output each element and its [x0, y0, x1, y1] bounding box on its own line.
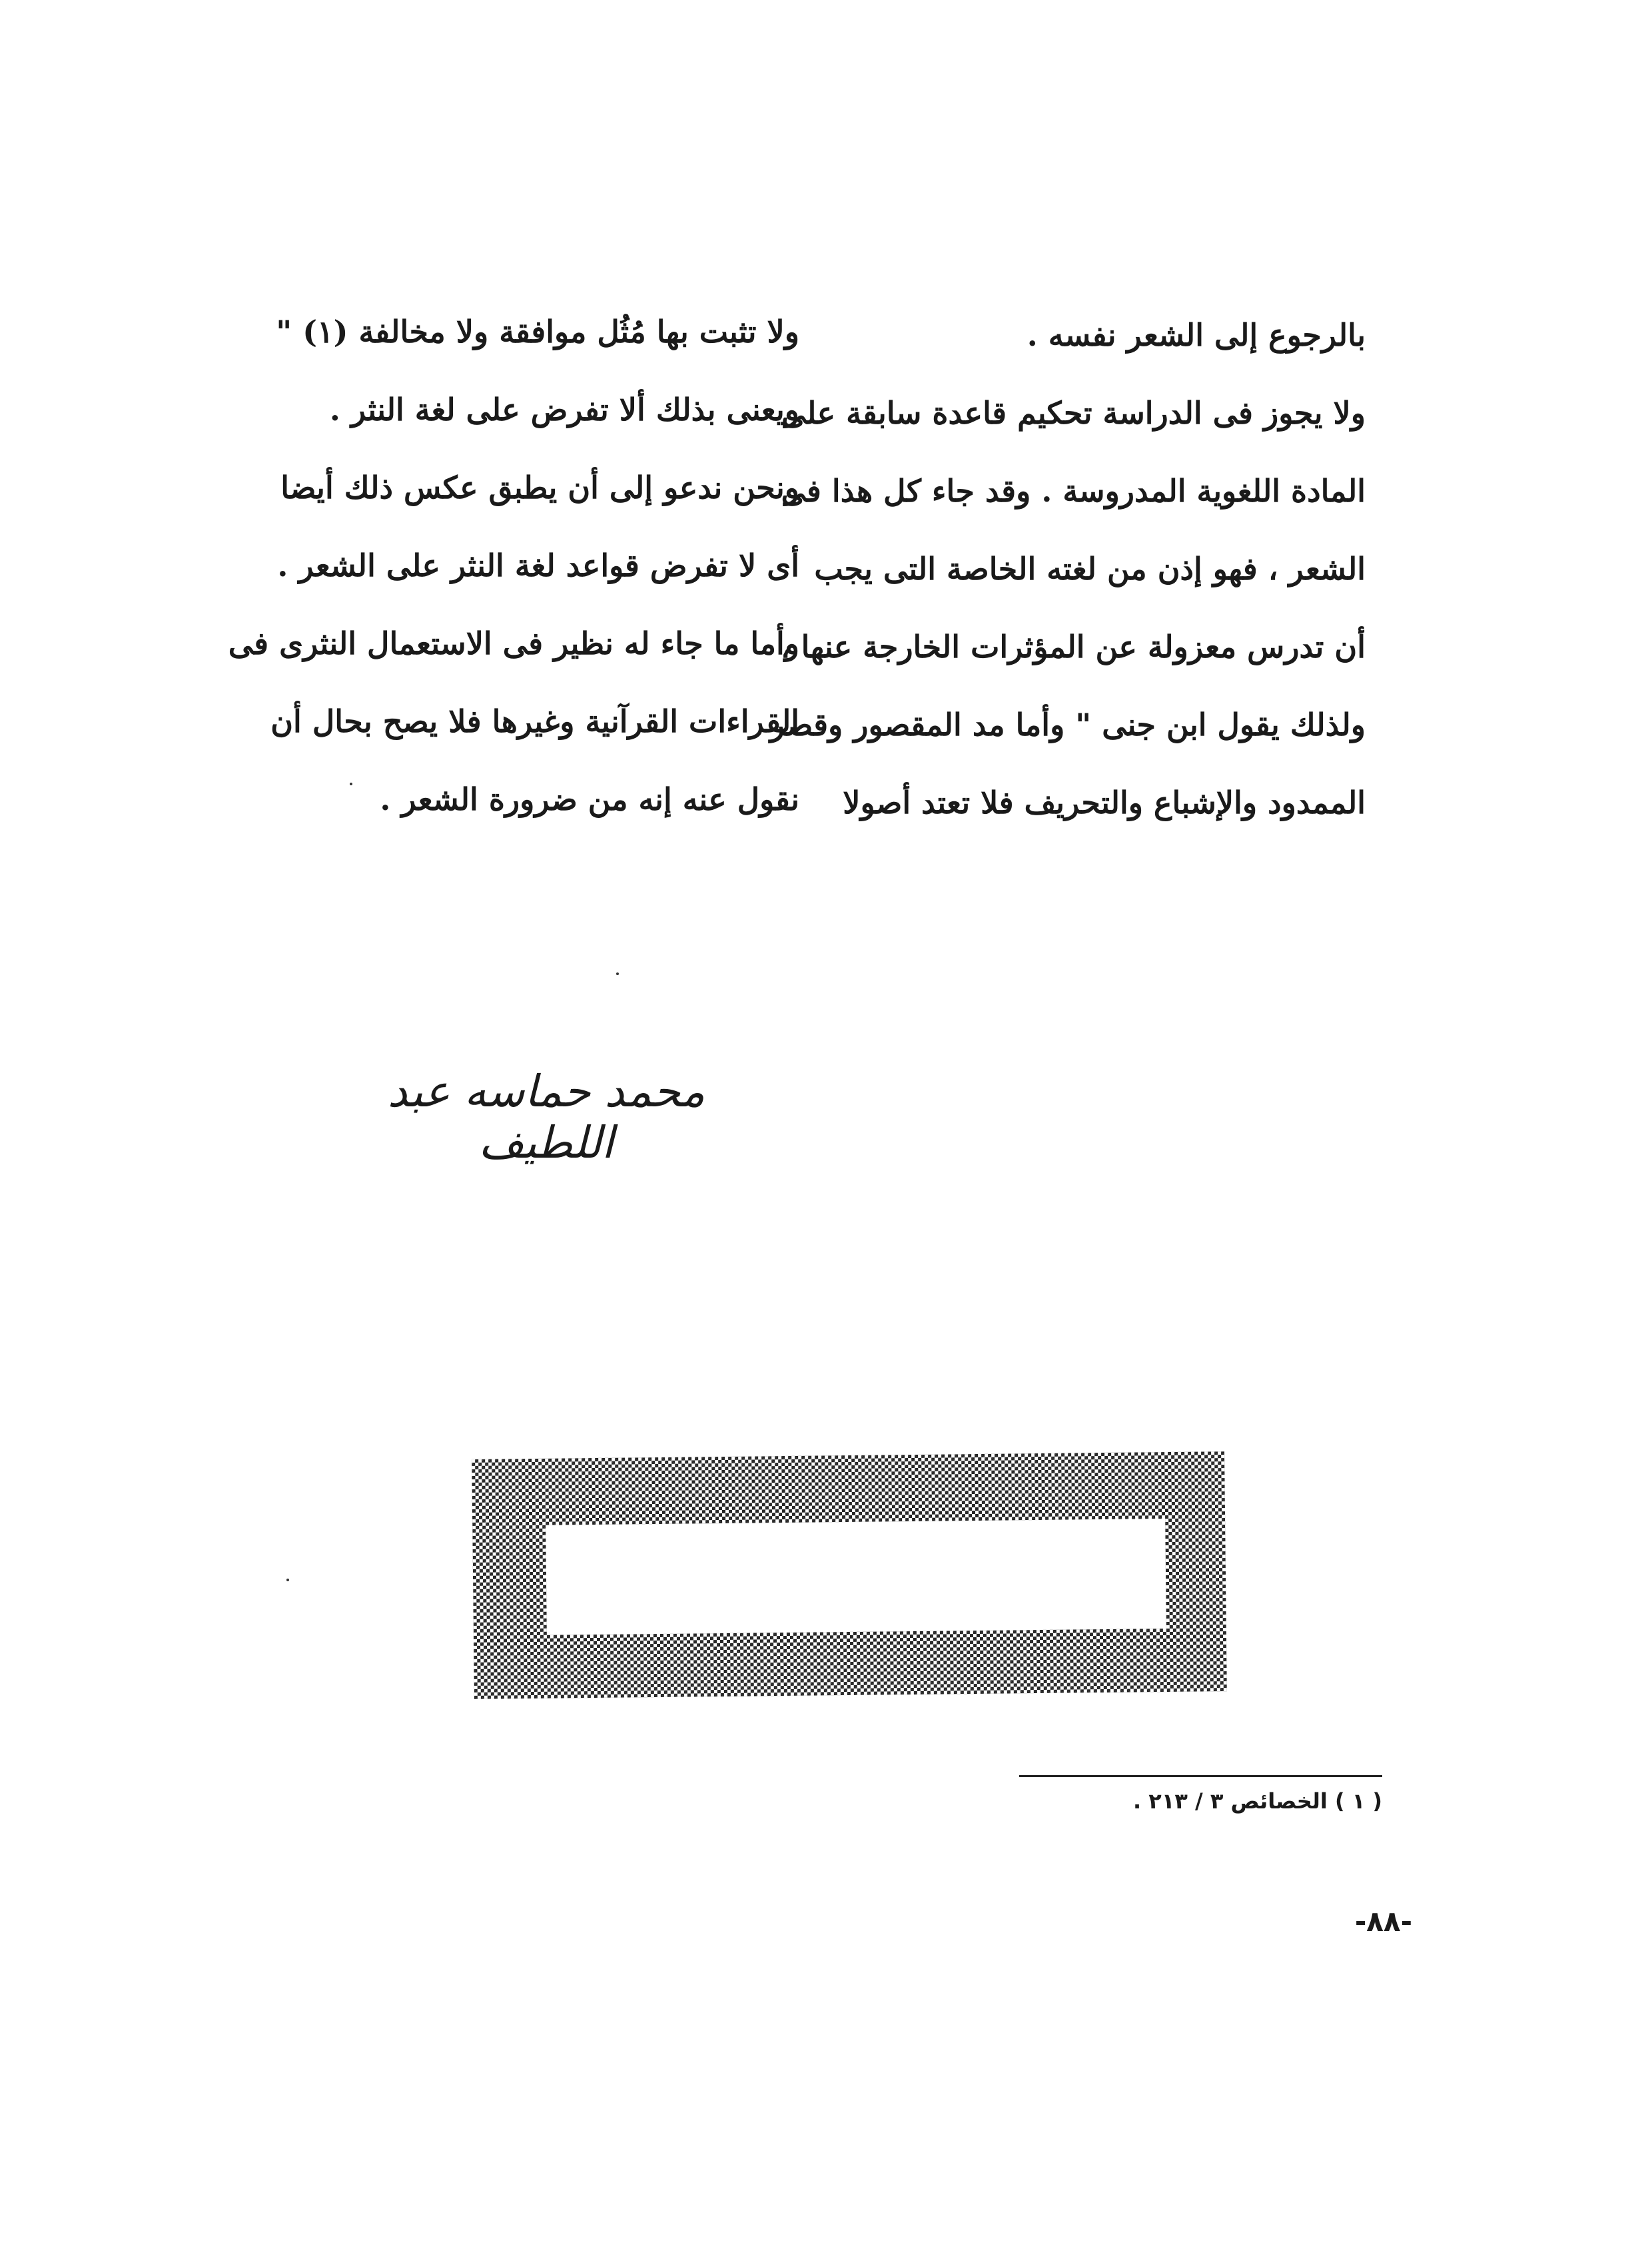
text-line: وأما ما جاء له نظير فى الاستعمال النثرى فى — [228, 625, 799, 661]
scan-speck — [616, 972, 619, 975]
text-line: بالرجوع إلى الشعر نفسه . — [1027, 317, 1366, 353]
footnote: ( ١ ) الخصائص ٣ / ٢١٣ . — [1133, 1788, 1382, 1814]
author-signature: محمد حماسه عبد اللطيف — [387, 1066, 705, 1168]
page-number: -٨٨- — [1354, 1905, 1412, 1938]
text-line: ولا تثبت بها مُثُل موافقة ولا مخالفة (١) " — [276, 314, 799, 350]
scan-speck — [350, 783, 352, 785]
text-line: ولذلك يقول ابن جنى " وأما مد المقصور وقصر — [769, 707, 1366, 743]
text-column-left — [228, 293, 799, 839]
scan-speck — [286, 1579, 289, 1581]
footnote-divider — [1019, 1775, 1382, 1777]
text-line: الممدود والإشباع والتحريف فلا تعتد أصولا — [843, 785, 1366, 821]
text-column-right — [769, 296, 1366, 842]
text-line: ولا يجوز فى الدراسة تحكيم قاعدة سابقة على — [781, 395, 1366, 431]
decorative-ornament-frame — [472, 1451, 1227, 1699]
text-line: نقول عنه إنه من ضرورة الشعر . — [380, 781, 799, 817]
text-line: أن تدرس معزولة عن المؤثرات الخارجة عنها ، — [780, 629, 1366, 665]
text-line: أى لا تفرض قواعد لغة النثر على الشعر . — [277, 548, 799, 583]
text-line: المادة اللغوية المدروسة . وقد جاء كل هذا فى — [781, 473, 1366, 509]
text-line: ويعنى بذلك ألا تفرض على لغة النثر . — [329, 392, 799, 428]
text-line: الشعر ، فهو إذن من لغته الخاصة التى يجب — [814, 551, 1366, 587]
text-line: ونحن ندعو إلى أن يطبق عكس ذلك أيضا — [280, 470, 799, 506]
text-line: القراءات القرآنية وغيرها فلا يصح بحال أن — [270, 703, 799, 739]
ornament-inner-blank — [546, 1519, 1166, 1635]
